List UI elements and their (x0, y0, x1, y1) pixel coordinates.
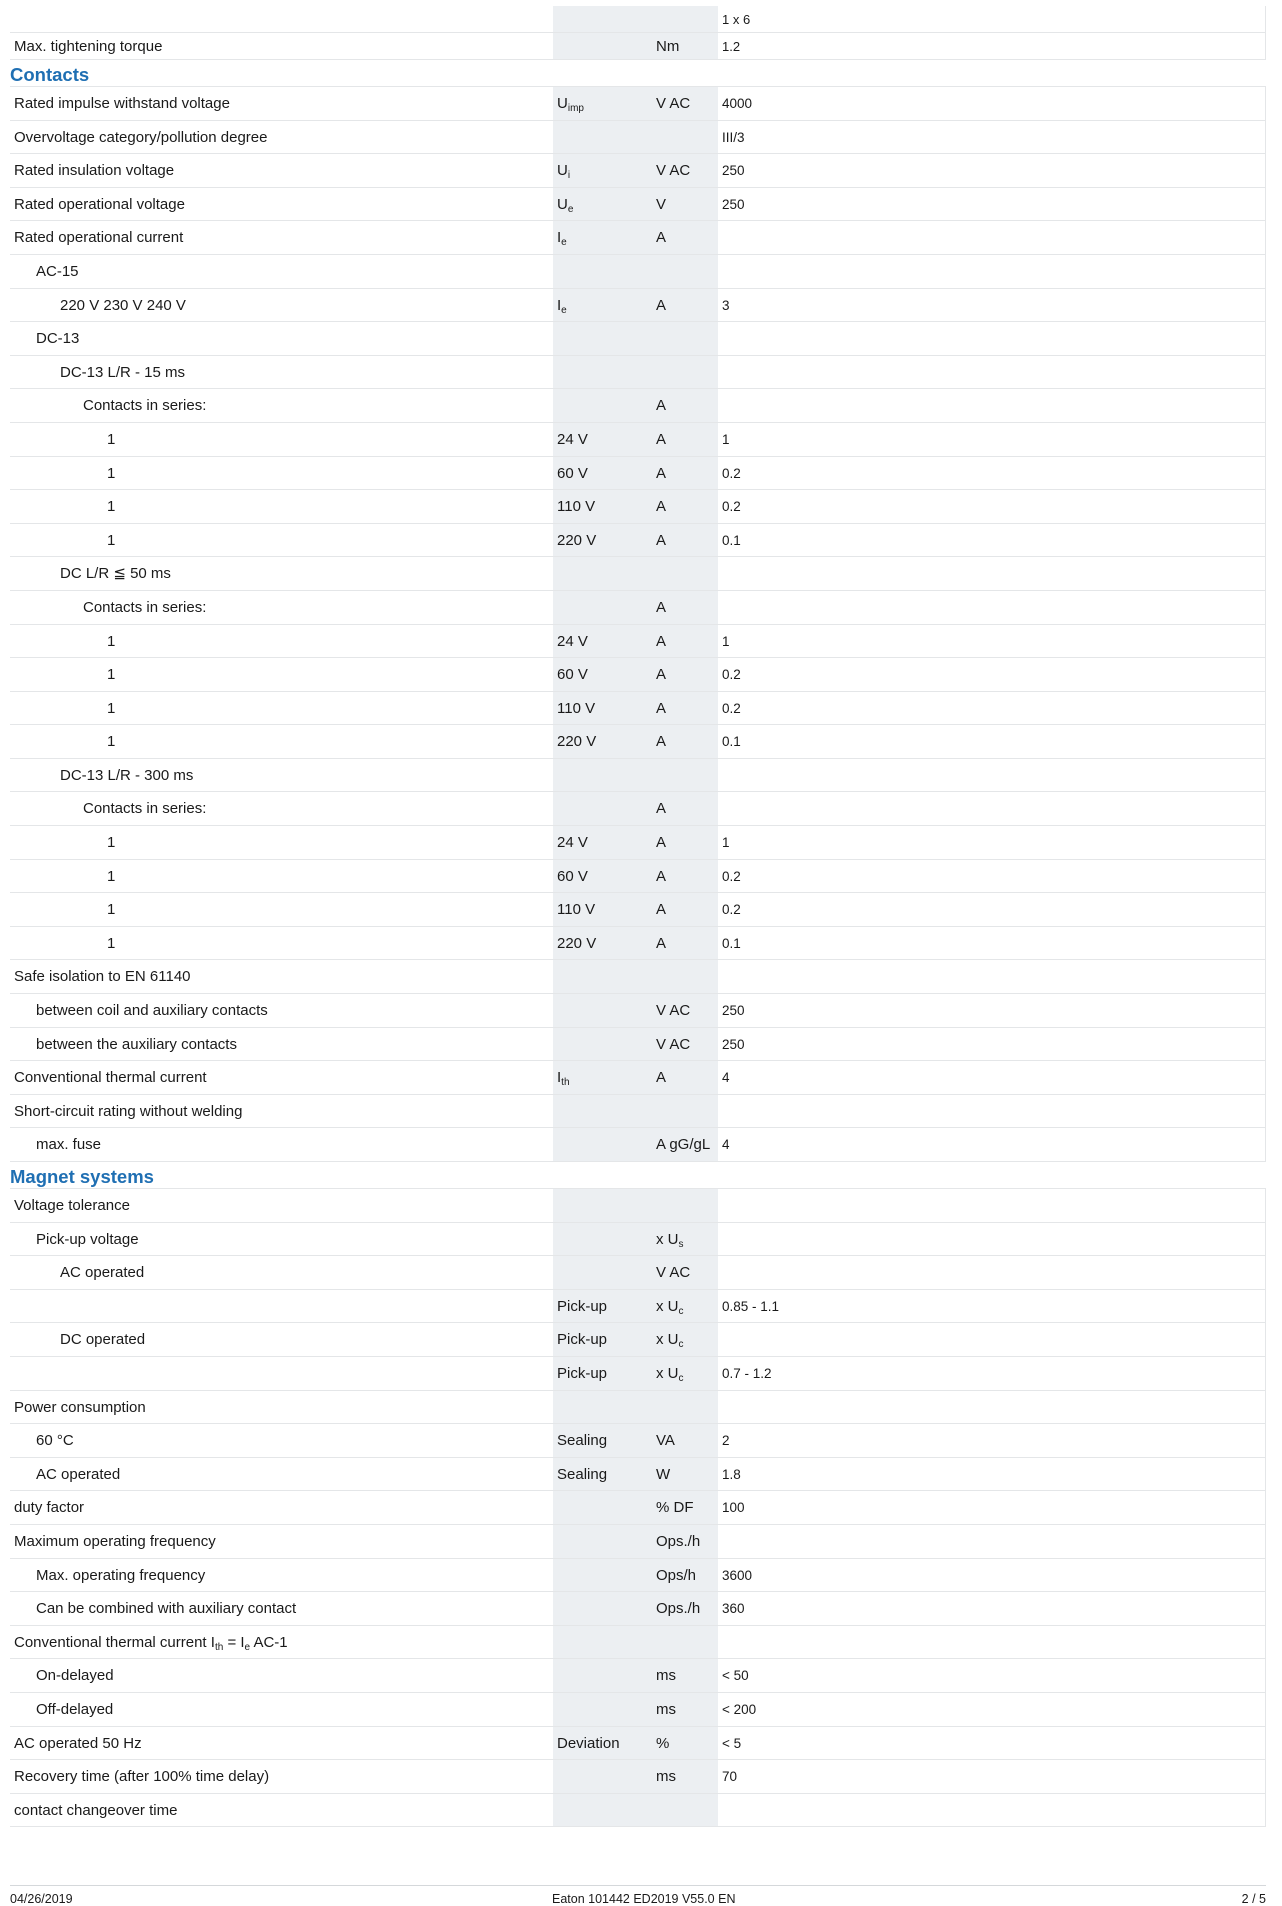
row-value: 250 (718, 188, 1266, 221)
row-value: 4 (718, 1061, 1266, 1094)
table-row (10, 121, 1266, 155)
row-value: 250 (718, 1028, 1266, 1061)
table-row (10, 994, 1266, 1028)
row-symbol (553, 1693, 652, 1726)
row-label: duty factor (14, 1499, 85, 1517)
table-row (10, 457, 1266, 491)
row-symbol (553, 221, 652, 254)
row-symbol (553, 1256, 652, 1289)
row-symbol (553, 33, 652, 59)
row-unit (652, 121, 718, 154)
row-symbol (553, 1391, 652, 1424)
row-label: AC operated (60, 1264, 145, 1282)
section-title-magnet-systems: Magnet systems (10, 1162, 1266, 1189)
row-symbol: 220 V (553, 725, 652, 758)
row-value: 250 (718, 994, 1266, 1027)
table-row (10, 524, 1266, 558)
table-row (10, 658, 1266, 692)
row-unit: V AC (652, 1256, 718, 1289)
row-value (718, 255, 1266, 288)
table-row (10, 1592, 1266, 1626)
row-unit: A (652, 658, 718, 691)
symbol-base: U (557, 195, 568, 213)
row-symbol: 220 V (553, 927, 652, 960)
row-symbol (553, 1128, 652, 1161)
table-row (10, 255, 1266, 289)
row-value (718, 1256, 1266, 1289)
row-symbol (553, 356, 652, 389)
row-symbol: 24 V (553, 625, 652, 658)
row-symbol (553, 1525, 652, 1558)
row-label: 1 (107, 430, 116, 448)
row-label: Overvoltage category/pollution degree (14, 128, 268, 146)
row-label: 1 (107, 666, 116, 684)
table-row (10, 1727, 1266, 1761)
row-value: 0.2 (718, 457, 1266, 490)
row-unit (652, 557, 718, 590)
table-row (10, 1357, 1266, 1391)
row-symbol (553, 1491, 652, 1524)
symbol-subscript: c (678, 1339, 684, 1351)
row-unit: Ops./h (652, 1592, 718, 1625)
row-value (718, 221, 1266, 254)
row-value (718, 389, 1266, 422)
table-row (10, 1424, 1266, 1458)
row-unit: A (652, 692, 718, 725)
row-symbol: 220 V (553, 524, 652, 557)
row-symbol: Sealing (553, 1424, 652, 1457)
table-row (10, 1760, 1266, 1794)
row-unit: Nm (652, 33, 718, 59)
table-row (10, 33, 1266, 60)
row-value: 3600 (718, 1559, 1266, 1592)
row-unit (652, 1223, 718, 1256)
row-value (718, 1189, 1266, 1222)
symbol-base: I (557, 296, 562, 314)
row-unit: A (652, 221, 718, 254)
row-unit: A gG/gL (652, 1128, 718, 1161)
row-label (10, 1290, 553, 1323)
table-row (10, 792, 1266, 826)
table-row (10, 1693, 1266, 1727)
row-value (718, 1223, 1266, 1256)
table-row (10, 1189, 1266, 1223)
row-unit (652, 1189, 718, 1222)
row-label: Conventional thermal current $I_{th} = I_e$ AC-1 (14, 1633, 288, 1653)
symbol-subscript: s (678, 1238, 684, 1250)
row-symbol: Pick-up (553, 1323, 652, 1356)
row-value: 0.1 (718, 725, 1266, 758)
table-row (10, 490, 1266, 524)
row-value: 0.2 (718, 490, 1266, 523)
row-symbol (553, 1028, 652, 1061)
row-label: max. fuse (36, 1136, 102, 1154)
table-row (10, 87, 1266, 121)
row-label: 1 (107, 867, 116, 885)
row-value: 1 (718, 423, 1266, 456)
row-value: 0.2 (718, 893, 1266, 926)
row-label: DC-13 L/R - 15 ms (60, 363, 186, 381)
row-symbol (553, 591, 652, 624)
row-symbol (553, 1760, 652, 1793)
table-row (10, 356, 1266, 390)
row-symbol (553, 759, 652, 792)
symbol-base: x U (656, 1297, 679, 1315)
row-unit (652, 759, 718, 792)
table-row (10, 1659, 1266, 1693)
row-symbol (553, 1559, 652, 1592)
row-unit: A (652, 860, 718, 893)
row-symbol (553, 289, 652, 322)
row-label: On-delayed (36, 1667, 114, 1685)
row-unit (652, 322, 718, 355)
symbol-base: x U (656, 1230, 679, 1248)
row-label: 1 (107, 531, 116, 549)
row-value (718, 1323, 1266, 1356)
row-value: < 200 (718, 1693, 1266, 1726)
row-label: 1 (107, 733, 116, 751)
row-unit: A (652, 457, 718, 490)
row-label: DC L/R ≦ 50 ms (60, 565, 171, 583)
table-row (10, 1256, 1266, 1290)
row-unit: V (652, 188, 718, 221)
row-label: AC operated (36, 1465, 121, 1483)
row-symbol (553, 322, 652, 355)
row-value: 0.7 - 1.2 (718, 1357, 1266, 1390)
table-row (10, 927, 1266, 961)
row-symbol (553, 121, 652, 154)
row-label: Conventional thermal current (14, 1069, 207, 1087)
row-value: 0.2 (718, 860, 1266, 893)
row-symbol (553, 255, 652, 288)
row-value (718, 591, 1266, 624)
row-symbol (553, 1095, 652, 1128)
row-unit: V AC (652, 154, 718, 187)
contacts-table (10, 87, 1266, 1162)
symbol-base: I (557, 1069, 562, 1087)
row-value (718, 356, 1266, 389)
row-value: 4000 (718, 87, 1266, 120)
symbol-subscript: imp (567, 103, 584, 114)
row-unit: A (652, 591, 718, 624)
row-label: 1 (107, 834, 116, 852)
table-row (10, 1626, 1266, 1660)
row-unit: A (652, 725, 718, 758)
symbol-subscript: e (561, 304, 567, 316)
table-row (10, 893, 1266, 927)
row-label: Contacts in series: (83, 598, 207, 616)
row-unit: % (652, 1727, 718, 1760)
row-value: 2 (718, 1424, 1266, 1457)
row-symbol: 110 V (553, 692, 652, 725)
table-row (10, 1061, 1266, 1095)
row-value: < 50 (718, 1659, 1266, 1692)
table-row (10, 725, 1266, 759)
row-label: Off-delayed (36, 1700, 114, 1718)
row-unit (652, 1290, 718, 1323)
row-unit: A (652, 423, 718, 456)
row-value: 0.1 (718, 524, 1266, 557)
table-row (10, 557, 1266, 591)
row-symbol (553, 1061, 652, 1094)
symbol-subscript: i (567, 170, 571, 182)
symbol-base: U (557, 95, 568, 112)
table-row (10, 1491, 1266, 1525)
row-unit (652, 1323, 718, 1356)
row-value: 70 (718, 1760, 1266, 1793)
row-label: Recovery time (after 100% time delay) (14, 1768, 270, 1786)
table-row (10, 591, 1266, 625)
table-row (10, 322, 1266, 356)
row-value: 0.2 (718, 692, 1266, 725)
symbol-base: U (557, 162, 568, 180)
table-row (10, 188, 1266, 222)
row-value: 250 (718, 154, 1266, 187)
row-label: Rated impulse withstand voltage (14, 95, 230, 112)
row-value: 360 (718, 1592, 1266, 1625)
row-label: 1 (107, 934, 116, 952)
footer-date: 04/26/2019 (10, 1892, 73, 1906)
magnet-systems-table (10, 1189, 1266, 1827)
table-row (10, 1323, 1266, 1357)
row-label: DC operated (60, 1331, 146, 1349)
row-value: 4 (718, 1128, 1266, 1161)
section-title-contacts: Contacts (10, 60, 1266, 87)
row-label: Rated operational voltage (14, 195, 185, 213)
row-label: 1 (107, 464, 116, 482)
row-unit: A (652, 792, 718, 825)
row-label: between the auxiliary contacts (36, 1035, 237, 1053)
row-label: 1 (107, 632, 116, 650)
row-unit: ms (652, 1659, 718, 1692)
symbol-subscript: e (561, 237, 567, 249)
row-value (718, 1095, 1266, 1128)
row-label: 1 (107, 901, 116, 919)
table-row (10, 960, 1266, 994)
row-label (10, 6, 553, 32)
table-row (10, 1128, 1266, 1162)
table-row (10, 221, 1266, 255)
row-label: Contacts in series: (83, 397, 207, 415)
row-symbol: Sealing (553, 1458, 652, 1491)
row-symbol (553, 154, 652, 187)
table-row (10, 154, 1266, 188)
row-label: 1 (107, 498, 116, 516)
table-row (10, 1028, 1266, 1062)
row-unit: A (652, 625, 718, 658)
row-value (718, 322, 1266, 355)
row-value: 1.2 (718, 33, 1266, 59)
row-unit: V AC (652, 87, 718, 120)
row-symbol (553, 1592, 652, 1625)
table-row (10, 1095, 1266, 1129)
row-unit: Ops./h (652, 1525, 718, 1558)
row-label: contact changeover time (14, 1801, 178, 1819)
page-footer (10, 1885, 1266, 1906)
row-unit: VA (652, 1424, 718, 1457)
row-unit: A (652, 927, 718, 960)
symbol-subscript: th (561, 1077, 570, 1089)
row-label: AC-15 (36, 262, 79, 280)
row-unit: A (652, 490, 718, 523)
table-row (10, 759, 1266, 793)
row-value: 0.1 (718, 927, 1266, 960)
row-label: Short-circuit rating without welding (14, 1102, 243, 1120)
row-label: Max. operating frequency (36, 1566, 206, 1584)
row-unit (652, 1357, 718, 1390)
row-unit (652, 6, 718, 32)
row-value: < 5 (718, 1727, 1266, 1760)
table-row (10, 1391, 1266, 1425)
row-symbol (553, 1794, 652, 1827)
table-row (10, 1223, 1266, 1257)
row-value: 1.8 (718, 1458, 1266, 1491)
row-label: AC operated 50 Hz (14, 1734, 142, 1752)
row-label: Safe isolation to EN 61140 (14, 968, 191, 986)
row-unit (652, 960, 718, 993)
datasheet-page (10, 6, 1266, 1827)
row-label: Can be combined with auxiliary contact (36, 1600, 297, 1618)
row-label: Contacts in series: (83, 800, 207, 818)
row-unit (652, 356, 718, 389)
row-symbol (553, 87, 652, 120)
row-label: Voltage tolerance (14, 1197, 130, 1214)
table-row (10, 289, 1266, 323)
row-label (10, 1357, 553, 1390)
row-unit: A (652, 389, 718, 422)
row-unit: A (652, 826, 718, 859)
top-rows (10, 6, 1266, 60)
table-row (10, 1458, 1266, 1492)
row-label: Pick-up voltage (36, 1230, 139, 1248)
row-value: 1 (718, 826, 1266, 859)
symbol-base: I (557, 229, 562, 247)
row-unit: A (652, 289, 718, 322)
row-value: 3 (718, 289, 1266, 322)
row-value (718, 759, 1266, 792)
footer-page-number: 2 / 5 (1241, 1892, 1266, 1906)
row-value: 0.85 - 1.1 (718, 1290, 1266, 1323)
row-symbol: 60 V (553, 457, 652, 490)
row-symbol (553, 960, 652, 993)
symbol-subscript: c (678, 1305, 684, 1317)
table-row (10, 625, 1266, 659)
row-unit: A (652, 524, 718, 557)
row-symbol: 24 V (553, 423, 652, 456)
table-row (10, 1559, 1266, 1593)
row-symbol (553, 792, 652, 825)
row-value: 1 x 6 (718, 6, 1266, 32)
row-value: 100 (718, 1491, 1266, 1524)
row-symbol: 60 V (553, 658, 652, 691)
row-label: DC-13 L/R - 300 ms (60, 766, 194, 784)
row-symbol (553, 389, 652, 422)
row-symbol (553, 6, 652, 32)
row-value (718, 1626, 1266, 1659)
table-row (10, 6, 1266, 33)
table-row (10, 1794, 1266, 1828)
row-label: 60 °C (36, 1432, 74, 1450)
row-symbol (553, 557, 652, 590)
table-row (10, 423, 1266, 457)
row-symbol (553, 1659, 652, 1692)
row-symbol: 60 V (553, 860, 652, 893)
table-row (10, 860, 1266, 894)
symbol-subscript: c (678, 1372, 684, 1384)
row-unit: V AC (652, 1028, 718, 1061)
row-value (718, 1525, 1266, 1558)
row-label: Rated insulation voltage (14, 162, 175, 180)
footer-document-id: Eaton 101442 ED2019 V55.0 EN (552, 1892, 736, 1906)
row-unit: W (652, 1458, 718, 1491)
row-symbol (553, 1223, 652, 1256)
row-unit (652, 1794, 718, 1827)
row-value (718, 1391, 1266, 1424)
row-label: 220 V 230 V 240 V (60, 296, 186, 314)
symbol-base: x U (656, 1364, 679, 1382)
table-row (10, 1290, 1266, 1324)
symbol-base: x U (656, 1331, 679, 1349)
row-value: 0.2 (718, 658, 1266, 691)
row-value: 1 (718, 625, 1266, 658)
row-unit (652, 1391, 718, 1424)
row-symbol: 110 V (553, 893, 652, 926)
row-label: Max. tightening torque (14, 38, 163, 55)
row-value: III/3 (718, 121, 1266, 154)
row-unit: A (652, 1061, 718, 1094)
row-label: Power consumption (14, 1398, 146, 1416)
row-label: Rated operational current (14, 229, 184, 247)
row-label: Maximum operating frequency (14, 1532, 216, 1550)
row-value (718, 960, 1266, 993)
row-symbol (553, 188, 652, 221)
row-unit: A (652, 893, 718, 926)
row-symbol (553, 994, 652, 1027)
row-symbol (553, 1189, 652, 1222)
row-unit: ms (652, 1693, 718, 1726)
row-unit: ms (652, 1760, 718, 1793)
table-row (10, 692, 1266, 726)
table-row (10, 826, 1266, 860)
row-symbol: 110 V (553, 490, 652, 523)
table-row (10, 1525, 1266, 1559)
row-symbol: Pick-up (553, 1290, 652, 1323)
row-symbol: Deviation (553, 1727, 652, 1760)
row-symbol (553, 1626, 652, 1659)
row-label: DC-13 (36, 330, 80, 348)
symbol-subscript: e (567, 203, 574, 215)
row-unit (652, 1095, 718, 1128)
row-unit: % DF (652, 1491, 718, 1524)
row-symbol: Pick-up (553, 1357, 652, 1390)
row-unit (652, 255, 718, 288)
row-symbol: 24 V (553, 826, 652, 859)
row-value (718, 792, 1266, 825)
row-unit (652, 1626, 718, 1659)
table-row (10, 389, 1266, 423)
row-value (718, 557, 1266, 590)
row-unit: V AC (652, 994, 718, 1027)
row-value (718, 1794, 1266, 1827)
row-unit: Ops/h (652, 1559, 718, 1592)
row-label: 1 (107, 699, 116, 717)
row-label: between coil and auxiliary contacts (36, 1002, 268, 1020)
